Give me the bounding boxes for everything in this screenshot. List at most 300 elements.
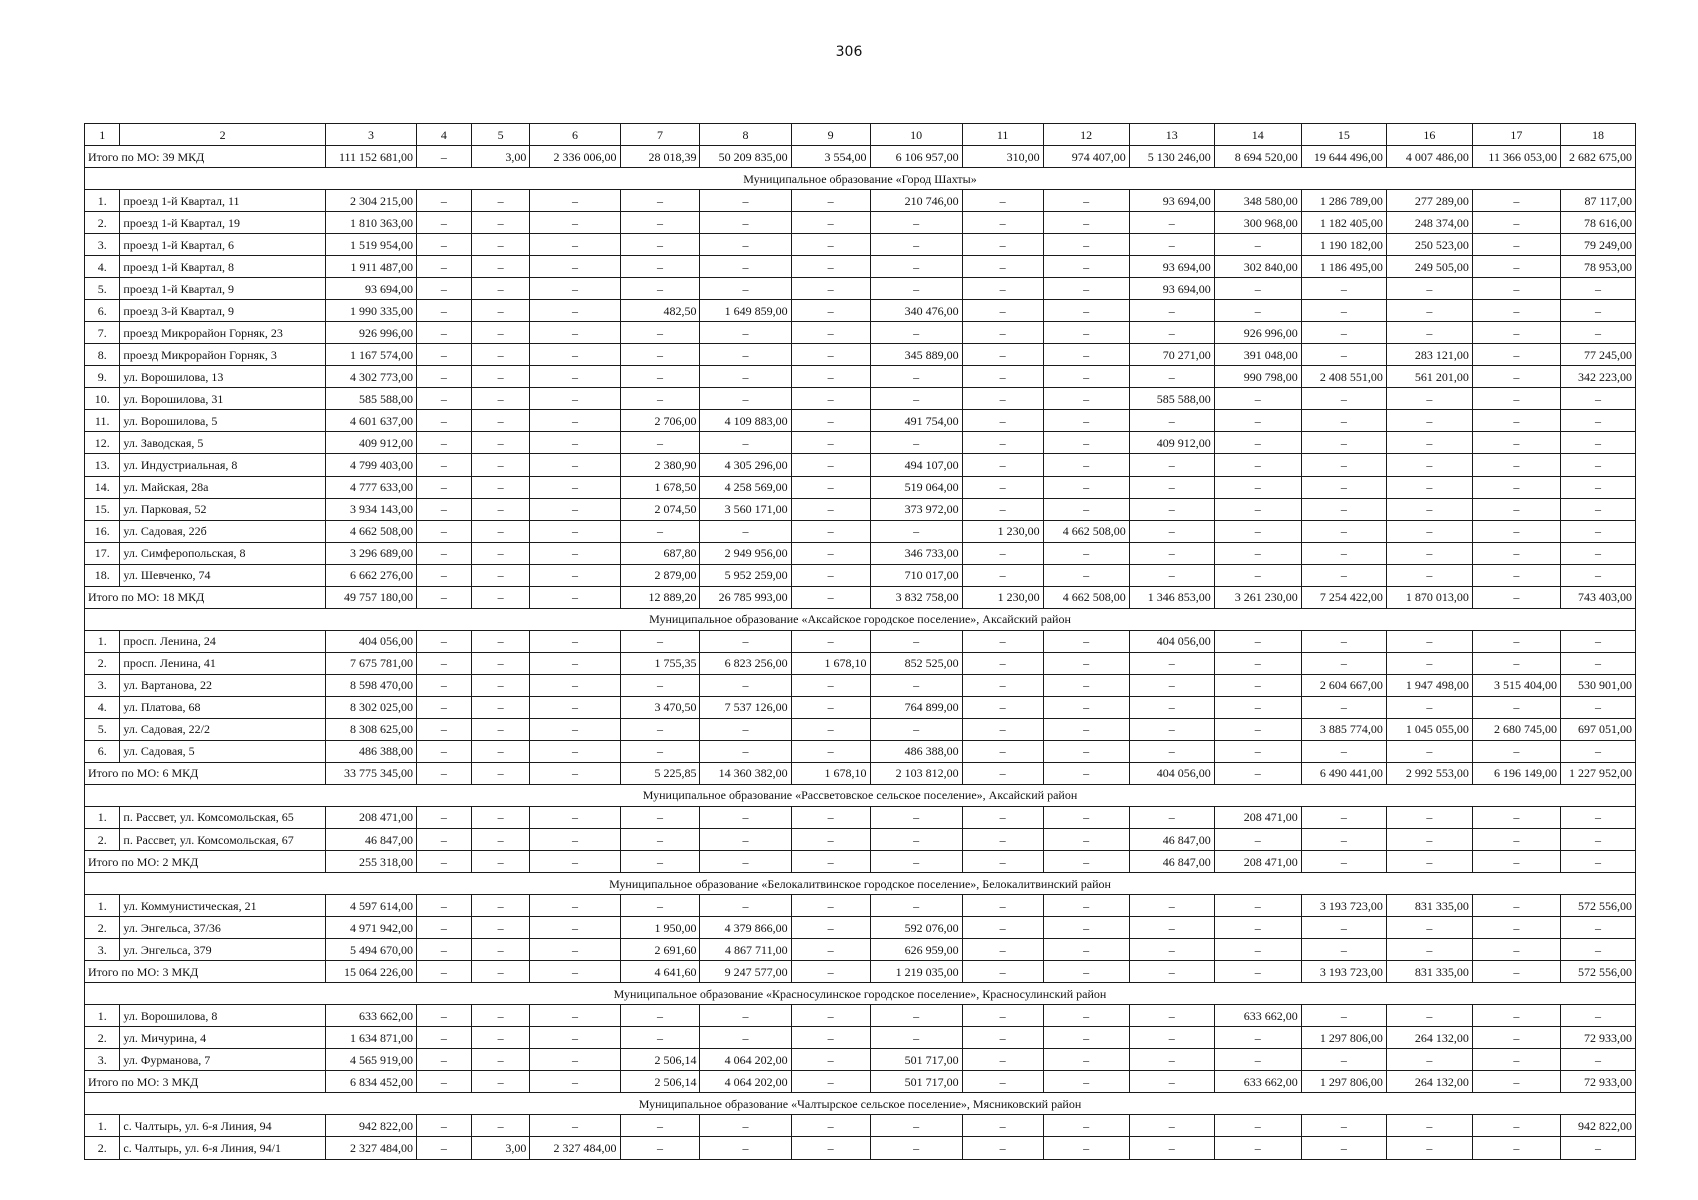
table-row — [85, 454, 1636, 476]
value-cell: – — [1301, 410, 1386, 432]
value-cell: 6 662 276,00 — [325, 564, 416, 586]
value-cell: 4 565 919,00 — [325, 1049, 416, 1071]
value-cell: – — [1472, 630, 1560, 652]
value-cell: – — [417, 1049, 472, 1071]
value-cell: 1 678,10 — [791, 652, 870, 674]
value-cell: 373 972,00 — [870, 498, 962, 520]
address-cell: проезд 1-й Квартал, 6 — [120, 234, 326, 256]
value-cell: 2 408 551,00 — [1301, 366, 1386, 388]
value-cell: – — [530, 190, 620, 212]
value-cell: 1 182 405,00 — [1301, 212, 1386, 234]
table-row — [85, 190, 1636, 212]
value-cell: – — [530, 234, 620, 256]
value-cell: – — [471, 520, 530, 542]
value-cell: – — [530, 520, 620, 542]
table-row — [85, 344, 1636, 366]
column-number-cell: 2 — [120, 124, 326, 146]
value-cell: – — [1560, 696, 1635, 718]
row-number-cell: 2. — [85, 652, 120, 674]
value-cell: – — [870, 212, 962, 234]
value-cell: 3,00 — [471, 1137, 530, 1160]
row-number-cell: 6. — [85, 740, 120, 762]
value-cell: 585 588,00 — [1129, 388, 1214, 410]
value-cell: – — [471, 564, 530, 586]
value-cell: – — [791, 432, 870, 454]
row-number-cell: 4. — [85, 256, 120, 278]
value-cell: – — [1560, 806, 1635, 828]
value-cell: – — [1472, 344, 1560, 366]
value-cell: 2 074,50 — [620, 498, 700, 520]
value-cell: – — [1129, 696, 1214, 718]
total-row — [85, 851, 1636, 873]
value-cell: – — [1301, 630, 1386, 652]
value-cell: – — [620, 322, 700, 344]
value-cell: – — [1129, 234, 1214, 256]
value-cell: – — [530, 718, 620, 740]
value-cell: 2 879,00 — [620, 564, 700, 586]
value-cell: – — [1386, 322, 1472, 344]
value-cell: – — [962, 322, 1043, 344]
row-number-cell: 17. — [85, 542, 120, 564]
value-cell: 633 662,00 — [325, 1005, 416, 1027]
total-value-cell: 2 682 675,00 — [1560, 146, 1635, 168]
value-cell: 1 755,35 — [620, 652, 700, 674]
value-cell: – — [530, 476, 620, 498]
address-cell: проезд Микрорайон Горняк, 3 — [120, 344, 326, 366]
value-cell: – — [791, 829, 870, 851]
value-cell: – — [791, 895, 870, 917]
value-cell: – — [1472, 278, 1560, 300]
value-cell: – — [1560, 939, 1635, 961]
table-row — [85, 300, 1636, 322]
value-cell: 687,80 — [620, 542, 700, 564]
value-cell: – — [1386, 829, 1472, 851]
total-value-cell: – — [620, 851, 700, 873]
table-row — [85, 718, 1636, 740]
total-value-cell: 4 641,60 — [620, 961, 700, 983]
value-cell: – — [700, 630, 791, 652]
total-value-cell: – — [1472, 961, 1560, 983]
value-cell: – — [791, 718, 870, 740]
value-cell: 942 822,00 — [1560, 1115, 1635, 1137]
table-row — [85, 939, 1636, 961]
value-cell: – — [700, 344, 791, 366]
value-cell: – — [471, 300, 530, 322]
value-cell: – — [791, 410, 870, 432]
value-cell: – — [471, 696, 530, 718]
table-row — [85, 410, 1636, 432]
table-row — [85, 1027, 1636, 1049]
total-value-cell: 26 785 993,00 — [700, 586, 791, 608]
value-cell: – — [1043, 1027, 1129, 1049]
total-value-cell: 28 018,39 — [620, 146, 700, 168]
value-cell: – — [1386, 454, 1472, 476]
value-cell: 1 911 487,00 — [325, 256, 416, 278]
value-cell: – — [1301, 278, 1386, 300]
value-cell: 2 691,60 — [620, 939, 700, 961]
value-cell: 4 867 711,00 — [700, 939, 791, 961]
value-cell: – — [791, 344, 870, 366]
value-cell: – — [1472, 234, 1560, 256]
value-cell: – — [962, 454, 1043, 476]
value-cell: – — [1472, 476, 1560, 498]
total-value-cell: 743 403,00 — [1560, 586, 1635, 608]
value-cell: – — [1386, 939, 1472, 961]
value-cell: – — [700, 388, 791, 410]
value-cell: – — [620, 718, 700, 740]
value-cell: – — [1129, 212, 1214, 234]
value-cell: – — [1301, 542, 1386, 564]
value-cell: – — [962, 1005, 1043, 1027]
value-cell: – — [1472, 212, 1560, 234]
value-cell: – — [530, 917, 620, 939]
column-number-cell: 7 — [620, 124, 700, 146]
row-number-cell: 15. — [85, 498, 120, 520]
value-cell: 409 912,00 — [1129, 432, 1214, 454]
value-cell: – — [700, 432, 791, 454]
value-cell: – — [1043, 322, 1129, 344]
value-cell: – — [1386, 520, 1472, 542]
value-cell: 4 662 508,00 — [325, 520, 416, 542]
value-cell: 5 494 670,00 — [325, 939, 416, 961]
row-number-cell: 18. — [85, 564, 120, 586]
value-cell: – — [1472, 388, 1560, 410]
total-value-cell: 501 717,00 — [870, 1071, 962, 1093]
value-cell: – — [620, 829, 700, 851]
value-cell: 491 754,00 — [870, 410, 962, 432]
value-cell: 1 678,50 — [620, 476, 700, 498]
value-cell: – — [1214, 917, 1301, 939]
value-cell: – — [962, 190, 1043, 212]
value-cell: 990 798,00 — [1214, 366, 1301, 388]
value-cell: – — [1560, 322, 1635, 344]
value-cell: – — [1043, 718, 1129, 740]
address-cell: проезд 1-й Квартал, 19 — [120, 212, 326, 234]
value-cell: – — [1214, 696, 1301, 718]
value-cell: 1 634 871,00 — [325, 1027, 416, 1049]
total-value-cell: – — [791, 586, 870, 608]
value-cell: – — [1129, 410, 1214, 432]
value-cell: 4 597 614,00 — [325, 895, 416, 917]
table-row — [85, 212, 1636, 234]
total-value-cell: – — [1472, 586, 1560, 608]
value-cell: 626 959,00 — [870, 939, 962, 961]
value-cell: – — [962, 344, 1043, 366]
value-cell: – — [417, 740, 472, 762]
value-cell: – — [417, 388, 472, 410]
row-number-cell: 3. — [85, 674, 120, 696]
total-value-cell: – — [471, 586, 530, 608]
value-cell: 926 996,00 — [1214, 322, 1301, 344]
row-number-cell: 8. — [85, 344, 120, 366]
total-value-cell: – — [962, 961, 1043, 983]
value-cell: 1 167 574,00 — [325, 344, 416, 366]
value-cell: – — [1386, 740, 1472, 762]
value-cell: 346 733,00 — [870, 542, 962, 564]
value-cell: – — [530, 1027, 620, 1049]
value-cell: – — [471, 1027, 530, 1049]
value-cell: 302 840,00 — [1214, 256, 1301, 278]
row-number-cell: 2. — [85, 829, 120, 851]
value-cell: 8 308 625,00 — [325, 718, 416, 740]
column-number-cell: 11 — [962, 124, 1043, 146]
value-cell: 1 519 954,00 — [325, 234, 416, 256]
value-cell: – — [870, 520, 962, 542]
value-cell: – — [620, 1005, 700, 1027]
total-value-cell: 33 775 345,00 — [325, 762, 416, 784]
address-cell: с. Чалтырь, ул. 6-я Линия, 94/1 — [120, 1137, 326, 1160]
value-cell: – — [791, 300, 870, 322]
value-cell: – — [620, 344, 700, 366]
value-cell: – — [870, 366, 962, 388]
value-cell: – — [962, 939, 1043, 961]
column-number-cell: 6 — [530, 124, 620, 146]
total-value-cell: 2 992 553,00 — [1386, 762, 1472, 784]
value-cell: – — [870, 829, 962, 851]
row-number-cell: 1. — [85, 1115, 120, 1137]
table-row — [85, 564, 1636, 586]
address-cell: просп. Ленина, 24 — [120, 630, 326, 652]
value-cell: 1 045 055,00 — [1386, 718, 1472, 740]
value-cell: 1 297 806,00 — [1301, 1027, 1386, 1049]
value-cell: – — [962, 829, 1043, 851]
table-row — [85, 234, 1636, 256]
column-number-cell: 15 — [1301, 124, 1386, 146]
total-value-cell: – — [1043, 851, 1129, 873]
value-cell: – — [791, 1115, 870, 1137]
value-cell: – — [870, 630, 962, 652]
total-value-cell: 974 407,00 — [1043, 146, 1129, 168]
value-cell: – — [1043, 542, 1129, 564]
total-value-cell: 7 254 422,00 — [1301, 586, 1386, 608]
address-cell: проезд 1-й Квартал, 9 — [120, 278, 326, 300]
section-title: Муниципальное образование «Аксайское городское поселение», Аксайский район — [85, 608, 1636, 630]
section-title: Муниципальное образование «Красносулинское городское поселение», Красносулинский район — [85, 983, 1636, 1005]
total-value-cell: – — [791, 851, 870, 873]
value-cell: 2 506,14 — [620, 1049, 700, 1071]
total-value-cell: 404 056,00 — [1129, 762, 1214, 784]
value-cell: – — [471, 234, 530, 256]
value-cell: – — [1043, 498, 1129, 520]
value-cell: – — [530, 212, 620, 234]
value-cell: – — [417, 300, 472, 322]
value-cell: – — [1129, 652, 1214, 674]
value-cell: – — [417, 895, 472, 917]
total-value-cell: 1 230,00 — [962, 586, 1043, 608]
value-cell: – — [1386, 1115, 1472, 1137]
value-cell: 345 889,00 — [870, 344, 962, 366]
value-cell: – — [620, 366, 700, 388]
total-value-cell: 111 152 681,00 — [325, 146, 416, 168]
total-value-cell: 19 644 496,00 — [1301, 146, 1386, 168]
value-cell: – — [1214, 1137, 1301, 1160]
value-cell: – — [1129, 542, 1214, 564]
value-cell: – — [791, 806, 870, 828]
column-number-cell: 12 — [1043, 124, 1129, 146]
value-cell: – — [962, 806, 1043, 828]
value-cell: – — [700, 212, 791, 234]
total-value-cell: 1 227 952,00 — [1560, 762, 1635, 784]
value-cell: – — [417, 1005, 472, 1027]
value-cell: – — [530, 278, 620, 300]
value-cell: 486 388,00 — [325, 740, 416, 762]
value-cell: – — [1214, 234, 1301, 256]
value-cell: – — [1129, 1115, 1214, 1137]
total-row — [85, 1071, 1636, 1093]
value-cell: – — [870, 388, 962, 410]
value-cell: – — [1472, 432, 1560, 454]
value-cell: – — [962, 740, 1043, 762]
value-cell: – — [1043, 212, 1129, 234]
value-cell: – — [870, 322, 962, 344]
value-cell: – — [1214, 388, 1301, 410]
row-number-cell: 12. — [85, 432, 120, 454]
value-cell: – — [791, 542, 870, 564]
value-cell: – — [620, 278, 700, 300]
table-row — [85, 498, 1636, 520]
value-cell: – — [1560, 542, 1635, 564]
total-value-cell: – — [1560, 851, 1635, 873]
value-cell: – — [417, 718, 472, 740]
value-cell: – — [1129, 498, 1214, 520]
value-cell: – — [1301, 1049, 1386, 1071]
value-cell: 4 258 569,00 — [700, 476, 791, 498]
value-cell: – — [1043, 1005, 1129, 1027]
total-row — [85, 146, 1636, 168]
total-value-cell: 1 870 013,00 — [1386, 586, 1472, 608]
value-cell: – — [1214, 410, 1301, 432]
value-cell: 1 286 789,00 — [1301, 190, 1386, 212]
section-title-row — [85, 168, 1636, 190]
total-label: Итого по МО: 39 МКД — [85, 146, 326, 168]
value-cell: – — [962, 212, 1043, 234]
value-cell: – — [1560, 1005, 1635, 1027]
value-cell: – — [1560, 564, 1635, 586]
value-cell: – — [700, 366, 791, 388]
value-cell: – — [471, 630, 530, 652]
column-number-cell: 8 — [700, 124, 791, 146]
value-cell: 348 580,00 — [1214, 190, 1301, 212]
value-cell: – — [1301, 454, 1386, 476]
value-cell: 482,50 — [620, 300, 700, 322]
value-cell: – — [870, 674, 962, 696]
value-cell: – — [870, 1005, 962, 1027]
section-title: Муниципальное образование «Чалтырское сельское поселение», Мясниковский район — [85, 1093, 1636, 1115]
address-cell: ул. Майская, 28а — [120, 476, 326, 498]
total-value-cell: – — [1301, 851, 1386, 873]
value-cell: – — [962, 1137, 1043, 1160]
value-cell: – — [1560, 1049, 1635, 1071]
value-cell: 1 947 498,00 — [1386, 674, 1472, 696]
value-cell: – — [1301, 1005, 1386, 1027]
total-value-cell: – — [417, 146, 472, 168]
value-cell: – — [1472, 1027, 1560, 1049]
value-cell: – — [530, 366, 620, 388]
value-cell: – — [1129, 1005, 1214, 1027]
value-cell: – — [1129, 917, 1214, 939]
value-cell: 3 934 143,00 — [325, 498, 416, 520]
value-cell: 404 056,00 — [325, 630, 416, 652]
value-cell: – — [530, 696, 620, 718]
total-value-cell: 208 471,00 — [1214, 851, 1301, 873]
value-cell: – — [1214, 740, 1301, 762]
value-cell: 3 193 723,00 — [1301, 895, 1386, 917]
table-row — [85, 542, 1636, 564]
value-cell: – — [530, 652, 620, 674]
value-cell: – — [791, 190, 870, 212]
value-cell: 342 223,00 — [1560, 366, 1635, 388]
value-cell: – — [1472, 322, 1560, 344]
table-row — [85, 476, 1636, 498]
value-cell: 300 968,00 — [1214, 212, 1301, 234]
value-cell: – — [962, 542, 1043, 564]
value-cell: 78 953,00 — [1560, 256, 1635, 278]
column-number-cell: 1 — [85, 124, 120, 146]
value-cell: – — [1214, 476, 1301, 498]
total-value-cell: – — [1472, 851, 1560, 873]
value-cell: – — [1301, 696, 1386, 718]
value-cell: – — [791, 388, 870, 410]
total-value-cell: – — [471, 762, 530, 784]
value-cell: 249 505,00 — [1386, 256, 1472, 278]
table-row — [85, 630, 1636, 652]
value-cell: – — [791, 1049, 870, 1071]
total-value-cell: – — [1472, 1071, 1560, 1093]
value-cell: – — [417, 917, 472, 939]
value-cell: – — [791, 1005, 870, 1027]
value-cell: – — [1386, 542, 1472, 564]
value-cell: – — [1472, 652, 1560, 674]
row-number-cell: 11. — [85, 410, 120, 432]
value-cell: 1 190 182,00 — [1301, 234, 1386, 256]
table-row — [85, 1137, 1636, 1160]
row-number-cell: 2. — [85, 1137, 120, 1160]
total-label: Итого по МО: 3 МКД — [85, 961, 326, 983]
value-cell: 4 777 633,00 — [325, 476, 416, 498]
table-row — [85, 917, 1636, 939]
value-cell: – — [1472, 806, 1560, 828]
value-cell: 1 649 859,00 — [700, 300, 791, 322]
column-number-cell: 3 — [325, 124, 416, 146]
section-title: Муниципальное образование «Город Шахты» — [85, 168, 1636, 190]
value-cell: 8 598 470,00 — [325, 674, 416, 696]
value-cell: – — [620, 212, 700, 234]
value-cell: – — [1214, 542, 1301, 564]
value-cell: – — [417, 696, 472, 718]
total-label: Итого по МО: 3 МКД — [85, 1071, 326, 1093]
value-cell: – — [417, 674, 472, 696]
total-value-cell: 3 554,00 — [791, 146, 870, 168]
total-row — [85, 762, 1636, 784]
total-label: Итого по МО: 2 МКД — [85, 851, 326, 873]
column-number-cell: 16 — [1386, 124, 1472, 146]
address-cell: ул. Платова, 68 — [120, 696, 326, 718]
table-row — [85, 652, 1636, 674]
value-cell: – — [530, 300, 620, 322]
value-cell: – — [620, 895, 700, 917]
value-cell: 250 523,00 — [1386, 234, 1472, 256]
value-cell: 572 556,00 — [1560, 895, 1635, 917]
section-title-row — [85, 608, 1636, 630]
value-cell: – — [1043, 366, 1129, 388]
value-cell: – — [1129, 366, 1214, 388]
value-cell: – — [700, 190, 791, 212]
total-value-cell: 6 196 149,00 — [1472, 762, 1560, 784]
value-cell: – — [471, 1049, 530, 1071]
value-cell: – — [1129, 322, 1214, 344]
value-cell: 409 912,00 — [325, 432, 416, 454]
value-cell: – — [620, 256, 700, 278]
